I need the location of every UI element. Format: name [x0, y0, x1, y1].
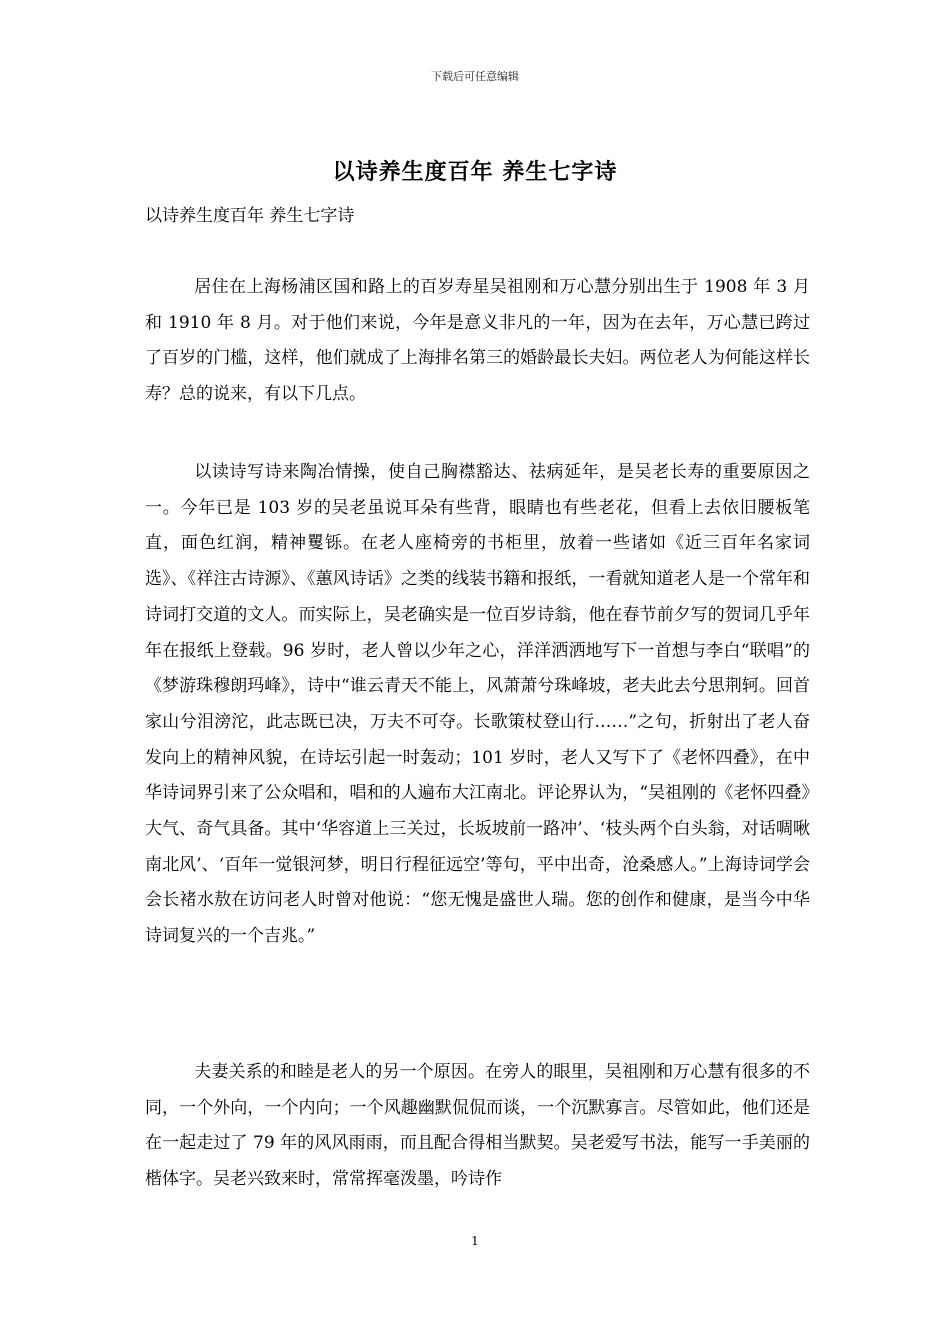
header-note: 下载后可任意编辑 — [431, 70, 519, 83]
page-number: 1 — [471, 1234, 479, 1248]
document-subtitle: 以诗养生度百年 养生七字诗 — [145, 206, 355, 226]
document-title: 以诗养生度百年 养生七字诗 — [332, 159, 618, 185]
paragraph-1: 居住在上海杨浦区国和路上的百岁寿星吴祖刚和万心慧分别出生于 1908 年 3 月和 1910 年 8 月。对于他们来说，今年是意义非凡的一年，因为在去年，万心慧已跨过了百岁的门槛，这样，他们就成了上海排名第三的婚龄最长夫妇。两位老人为何能这样长寿？总的说来，有以下几点。 — [145, 277, 810, 405]
paragraph-2: 以读诗写诗来陶冶情操，使自己胸襟豁达、祛病延年，是吴老长寿的重要原因之一。今年已是 103 岁的吴老虽说耳朵有些背，眼睛也有些老花，但看上去依旧腰板笔直，面色红润，精神矍铄。在老人座椅旁的书柜里，放着一些诸如《近三百年名家词选》、《祥注古诗源》、《蕙风诗话》之类的线装书籍和报纸，一看就知道老人是一个常年和诗词打交道的文人。而实际上，吴老确实是一位百岁诗翁，他在春节前夕写的贺词几乎年年在报纸上登载。96 岁时，老人曾以少年之心，洋洋洒洒地写下一首想与李白“联唱”的《梦游珠穆朗玛峰》，诗中“谁云青天不能上，风萧萧兮珠峰坡，老夫此去兮思荆轲。回首家山兮泪滂沱，此志既已决，万夫不可夺。长歌策杖登山行……”之句，折射出了老人奋发向上的精神风貌，在诗坛引起一时轰动；101 岁时，老人又写下了《老怀四叠》，在中华诗词界引来了公众唱和，唱和的人遍布大江南北。评论界认为，“吴祖刚的《老怀四叠》大气、奇气具备。其中‘华容道上三关过，长坂坡前一路冲’、‘枝头两个白头翁，对话啁啾南北风’、‘百年一觉银河梦，明日行程征远空’等句，平中出奇，沧桑感人。”上海诗词学会会长褚水敖在访问老人时曾对他说：“您无愧是盛世人瑞。您的创作和健康，是当今中华诗词复兴的一个吉兆。” — [145, 462, 810, 947]
paragraph-3: 夫妻关系的和睦是老人的另一个原因。在旁人的眼里，吴祖刚和万心慧有很多的不同，一个外向，一个内向；一个风趣幽默侃侃而谈，一个沉默寡言。尽管如此，他们还是在一起走过了 79 年的风风雨雨，而且配合得相当默契。吴老爱写书法，能写一手美丽的楷体字。吴老兴致来时，常常挥毫泼墨，吟诗作 — [145, 1062, 810, 1190]
